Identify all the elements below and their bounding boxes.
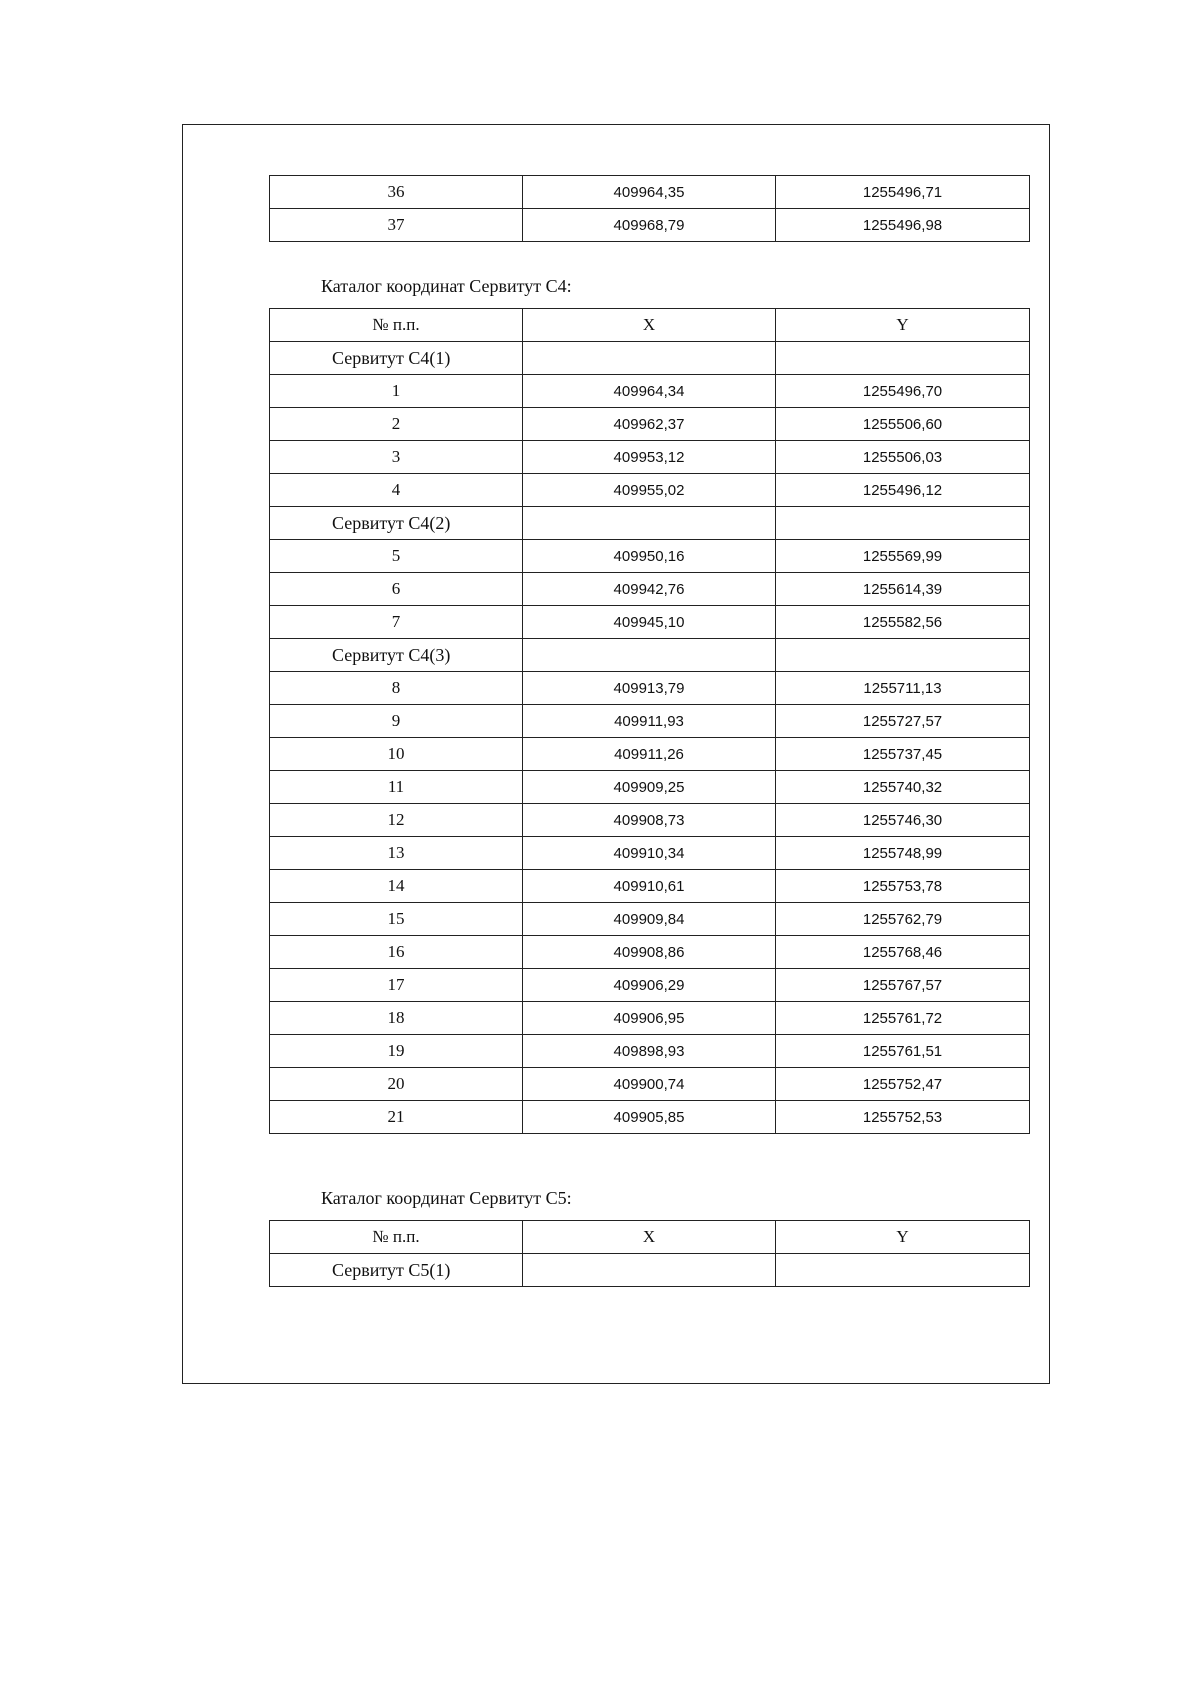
empty-cell (523, 639, 776, 672)
point-number-cell: 10 (270, 738, 523, 771)
point-number-cell: 17 (270, 969, 523, 1002)
empty-cell (523, 507, 776, 540)
y-coordinate-cell: 1255746,30 (776, 804, 1030, 837)
table-row (270, 804, 1030, 837)
table-row (270, 1002, 1030, 1035)
x-coordinate-cell: 409964,35 (523, 176, 776, 209)
coordinates-table-continued (269, 175, 1030, 242)
point-number-cell: 5 (270, 540, 523, 573)
x-coordinate-cell: 409953,12 (523, 441, 776, 474)
point-number-cell: 8 (270, 672, 523, 705)
table-row (270, 705, 1030, 738)
catalog-c5-table (269, 1220, 1030, 1287)
y-coordinate-cell: 1255569,99 (776, 540, 1030, 573)
y-coordinate-cell: 1255761,51 (776, 1035, 1030, 1068)
table-row (270, 870, 1030, 903)
point-number-cell: 11 (270, 771, 523, 804)
table-row (270, 408, 1030, 441)
point-number-cell: 3 (270, 441, 523, 474)
column-header-number: № п.п. (270, 309, 523, 342)
document-content (269, 175, 1029, 1287)
x-coordinate-cell: 409910,34 (523, 837, 776, 870)
section-label-cell: Сервитут С4(3) (270, 639, 523, 672)
point-number-cell: 14 (270, 870, 523, 903)
point-number-cell: 4 (270, 474, 523, 507)
x-coordinate-cell: 409968,79 (523, 209, 776, 242)
y-coordinate-cell: 1255496,71 (776, 176, 1030, 209)
table-row (270, 738, 1030, 771)
x-coordinate-cell: 409908,86 (523, 936, 776, 969)
section-label-cell: Сервитут С5(1) (270, 1254, 523, 1287)
empty-cell (523, 342, 776, 375)
y-coordinate-cell: 1255752,53 (776, 1101, 1030, 1134)
table-row (270, 903, 1030, 936)
x-coordinate-cell: 409908,73 (523, 804, 776, 837)
x-coordinate-cell: 409913,79 (523, 672, 776, 705)
x-coordinate-cell: 409909,25 (523, 771, 776, 804)
table-row (270, 474, 1030, 507)
x-coordinate-cell: 409962,37 (523, 408, 776, 441)
table-row (270, 936, 1030, 969)
point-number-cell: 1 (270, 375, 523, 408)
table-row (270, 176, 1030, 209)
point-number-cell: 16 (270, 936, 523, 969)
section-row (270, 1254, 1030, 1287)
x-coordinate-cell: 409906,29 (523, 969, 776, 1002)
catalog-c4-table (269, 308, 1030, 1134)
point-number-cell: 2 (270, 408, 523, 441)
y-coordinate-cell: 1255761,72 (776, 1002, 1030, 1035)
empty-cell (523, 1254, 776, 1287)
table-row (270, 1068, 1030, 1101)
empty-cell (776, 342, 1030, 375)
column-header-x: X (523, 309, 776, 342)
table-row (270, 573, 1030, 606)
y-coordinate-cell: 1255711,13 (776, 672, 1030, 705)
table-row (270, 540, 1030, 573)
table-row (270, 1101, 1030, 1134)
y-coordinate-cell: 1255506,03 (776, 441, 1030, 474)
y-coordinate-cell: 1255496,12 (776, 474, 1030, 507)
column-header-y: Y (776, 309, 1030, 342)
column-header-x: X (523, 1221, 776, 1254)
point-number-cell: 6 (270, 573, 523, 606)
point-number-cell: 19 (270, 1035, 523, 1068)
section-label-cell: Сервитут С4(2) (270, 507, 523, 540)
y-coordinate-cell: 1255762,79 (776, 903, 1030, 936)
section-row (270, 342, 1030, 375)
x-coordinate-cell: 409945,10 (523, 606, 776, 639)
table-row (270, 606, 1030, 639)
column-header-y: Y (776, 1221, 1030, 1254)
point-number-cell: 12 (270, 804, 523, 837)
y-coordinate-cell: 1255748,99 (776, 837, 1030, 870)
y-coordinate-cell: 1255496,70 (776, 375, 1030, 408)
point-number-cell: 15 (270, 903, 523, 936)
y-coordinate-cell: 1255737,45 (776, 738, 1030, 771)
y-coordinate-cell: 1255614,39 (776, 573, 1030, 606)
table-row (270, 1035, 1030, 1068)
empty-cell (776, 1254, 1030, 1287)
point-number-cell: 20 (270, 1068, 523, 1101)
x-coordinate-cell: 409905,85 (523, 1101, 776, 1134)
y-coordinate-cell: 1255768,46 (776, 936, 1030, 969)
table-row (270, 209, 1030, 242)
x-coordinate-cell: 409910,61 (523, 870, 776, 903)
table-row (270, 672, 1030, 705)
table-row (270, 969, 1030, 1002)
x-coordinate-cell: 409900,74 (523, 1068, 776, 1101)
point-number-cell: 13 (270, 837, 523, 870)
section-row (270, 507, 1030, 540)
table-row (270, 375, 1030, 408)
y-coordinate-cell: 1255752,47 (776, 1068, 1030, 1101)
catalog-c5-caption: Каталог координат Сервитут С5: (321, 1188, 572, 1208)
y-coordinate-cell: 1255582,56 (776, 606, 1030, 639)
point-number-cell: 9 (270, 705, 523, 738)
y-coordinate-cell: 1255740,32 (776, 771, 1030, 804)
y-coordinate-cell: 1255753,78 (776, 870, 1030, 903)
point-number-cell: 18 (270, 1002, 523, 1035)
point-number-cell: 36 (270, 176, 523, 209)
point-number-cell: 7 (270, 606, 523, 639)
empty-cell (776, 639, 1030, 672)
section-label-cell: Сервитут С4(1) (270, 342, 523, 375)
point-number-cell: 21 (270, 1101, 523, 1134)
x-coordinate-cell: 409955,02 (523, 474, 776, 507)
x-coordinate-cell: 409911,26 (523, 738, 776, 771)
table-row (270, 837, 1030, 870)
table-header-row (270, 1221, 1030, 1254)
y-coordinate-cell: 1255727,57 (776, 705, 1030, 738)
x-coordinate-cell: 409950,16 (523, 540, 776, 573)
x-coordinate-cell: 409898,93 (523, 1035, 776, 1068)
x-coordinate-cell: 409964,34 (523, 375, 776, 408)
point-number-cell: 37 (270, 209, 523, 242)
catalog-c4-caption: Каталог координат Сервитут С4: (321, 276, 572, 296)
y-coordinate-cell: 1255496,98 (776, 209, 1030, 242)
table-header-row (270, 309, 1030, 342)
y-coordinate-cell: 1255767,57 (776, 969, 1030, 1002)
table-row (270, 441, 1030, 474)
section-row (270, 639, 1030, 672)
y-coordinate-cell: 1255506,60 (776, 408, 1030, 441)
x-coordinate-cell: 409911,93 (523, 705, 776, 738)
table-row (270, 771, 1030, 804)
x-coordinate-cell: 409906,95 (523, 1002, 776, 1035)
x-coordinate-cell: 409909,84 (523, 903, 776, 936)
x-coordinate-cell: 409942,76 (523, 573, 776, 606)
empty-cell (776, 507, 1030, 540)
column-header-number: № п.п. (270, 1221, 523, 1254)
